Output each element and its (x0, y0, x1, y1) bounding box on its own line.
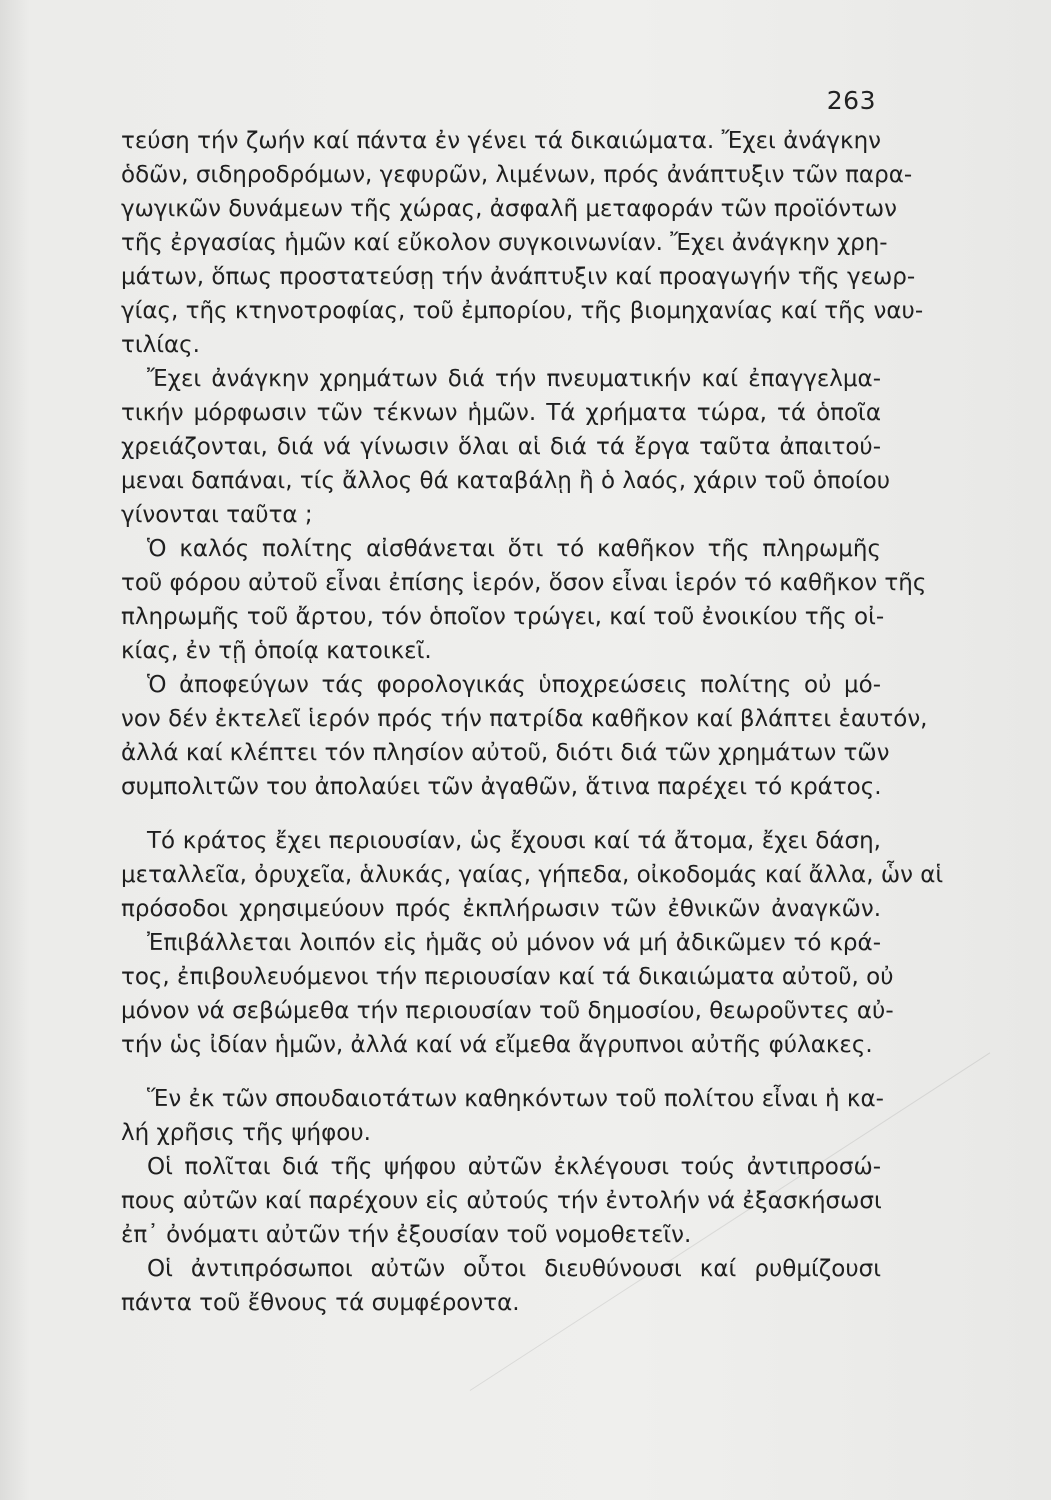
text-line: μεναι δαπάναι, τίς ἄλλος θά καταβάλῃ ἢ ὁ λαός, χάριν τοῦ ὁποίου (121, 468, 891, 494)
text-line: Ὁ ἀποφεύγων τάς φορολογικάς ὑποχρεώσεις πολίτης οὐ μό- (147, 672, 881, 698)
paragraph-gap (121, 804, 881, 824)
text-line: Οἱ ἀντιπρόσωποι αὐτῶν οὗτοι διευθύνουσι καί ρυθμίζουσι (147, 1256, 881, 1282)
text-line: γωγικῶν δυνάμεων τῆς χώρας, ἀσφαλῆ μεταφοράν τῶν προϊόντων (121, 196, 898, 222)
text-line: τῆς ἐργασίας ἡμῶν καί εὔκολον συγκοινωνίαν. Ἔχει ἀνάγκην χρη- (121, 230, 888, 256)
text-line: χρειάζονται, διά νά γίνωσιν ὅλαι αἱ διά τά ἔργα ταῦτα ἀπαιτού- (121, 434, 881, 460)
text-line: ἐπ᾿ ὀνόματι αὐτῶν τήν ἐξουσίαν τοῦ νομοθετεῖν. (121, 1222, 692, 1248)
text-line: κίας, ἐν τῇ ὁποίᾳ κατοικεῖ. (121, 638, 432, 664)
body-text (121, 124, 944, 1320)
text-line: ὁδῶν, σιδηροδρόμων, γεφυρῶν, λιμένων, πρός ἀνάπτυξιν τῶν παρα- (121, 162, 913, 188)
text-line: τικήν μόρφωσιν τῶν τέκνων ἡμῶν. Τά χρήματα τώρα, τά ὁποῖα (121, 400, 881, 426)
paragraph-gap (121, 1062, 881, 1082)
text-line: γίας, τῆς κτηνοτροφίας, τοῦ ἐμπορίου, τῆς βιομηχανίας καί τῆς ναυ- (121, 298, 924, 324)
text-line: τήν ὡς ἰδίαν ἡμῶν, ἀλλά καί νά εἴμεθα ἄγρυπνοι αὐτῆς φύλακες. (121, 1032, 873, 1058)
text-line: ἀλλά καί κλέπτει τόν πλησίον αὐτοῦ, διότι διά τῶν χρημάτων τῶν (121, 740, 890, 766)
text-line: πάντα τοῦ ἔθνους τά συμφέροντα. (121, 1290, 520, 1316)
text-line: τεύση τήν ζωήν καί πάντα ἐν γένει τά δικαιώματα. Ἔχει ἀνάγκην (121, 128, 881, 154)
text-line: Ἕν ἐκ τῶν σπουδαιοτάτων καθηκόντων τοῦ πολίτου εἶναι ἡ κα- (147, 1086, 884, 1112)
text-line: τοῦ φόρου αὐτοῦ εἶναι ἐπίσης ἱερόν, ὅσον εἶναι ἱερόν τό καθῆκον τῆς (121, 570, 927, 596)
text-line: τιλίας. (121, 332, 200, 358)
text-line: Οἱ πολῖται διά τῆς ψήφου αὐτῶν ἐκλέγουσι τούς ἀντιπροσώ- (147, 1154, 881, 1180)
page-number: 263 (826, 86, 876, 115)
text-line: Ἔχει ἀνάγκην χρημάτων διά τήν πνευματικήν καί ἐπαγγελμα- (147, 366, 881, 392)
text-line: Ἐπιβάλλεται λοιπόν εἰς ἡμᾶς οὐ μόνον νά μή ἀδικῶμεν τό κρά- (147, 930, 881, 956)
text-line: συμπολιτῶν του ἀπολαύει τῶν ἀγαθῶν, ἅτινα παρέχει τό κράτος. (121, 774, 882, 800)
text-line: λή χρῆσις τῆς ψήφου. (121, 1120, 371, 1146)
text-line: Ὁ καλός πολίτης αἰσθάνεται ὅτι τό καθῆκον τῆς πληρωμῆς (147, 536, 881, 562)
text-line: μάτων, ὅπως προστατεύσῃ τήν ἀνάπτυξιν καί προαγωγήν τῆς γεωρ- (121, 264, 916, 290)
text-line: πρόσοδοι χρησιμεύουν πρός ἐκπλήρωσιν τῶν ἐθνικῶν ἀναγκῶν. (121, 896, 881, 922)
text-line: νον δέν ἐκτελεῖ ἱερόν πρός τήν πατρίδα καθῆκον καί βλάπτει ἑαυτόν, (121, 706, 928, 732)
text-line: Τό κράτος ἔχει περιουσίαν, ὡς ἔχουσι καί τά ἄτομα, ἔχει δάση, (147, 828, 881, 854)
text-line: πληρωμῆς τοῦ ἄρτου, τόν ὁποῖον τρώγει, καί τοῦ ἐνοικίου τῆς οἰ- (121, 604, 885, 630)
text-line: μόνον νά σεβώμεθα τήν περιουσίαν τοῦ δημοσίου, θεωροῦντες αὐ- (121, 998, 894, 1024)
text-line: μεταλλεῖα, ὀρυχεῖα, ἁλυκάς, γαίας, γήπεδα, οἰκοδομάς καί ἄλλα, ὧν αἱ (121, 862, 944, 888)
text-line: πους αὐτῶν καί παρέχουν εἰς αὐτούς τήν ἐντολήν νά ἐξασκήσωσι (121, 1188, 882, 1214)
text-line: τος, ἐπιβουλευόμενοι τήν περιουσίαν καί τά δικαιώματα αὐτοῦ, οὐ (121, 964, 894, 990)
text-line: γίνονται ταῦτα ; (121, 502, 313, 528)
